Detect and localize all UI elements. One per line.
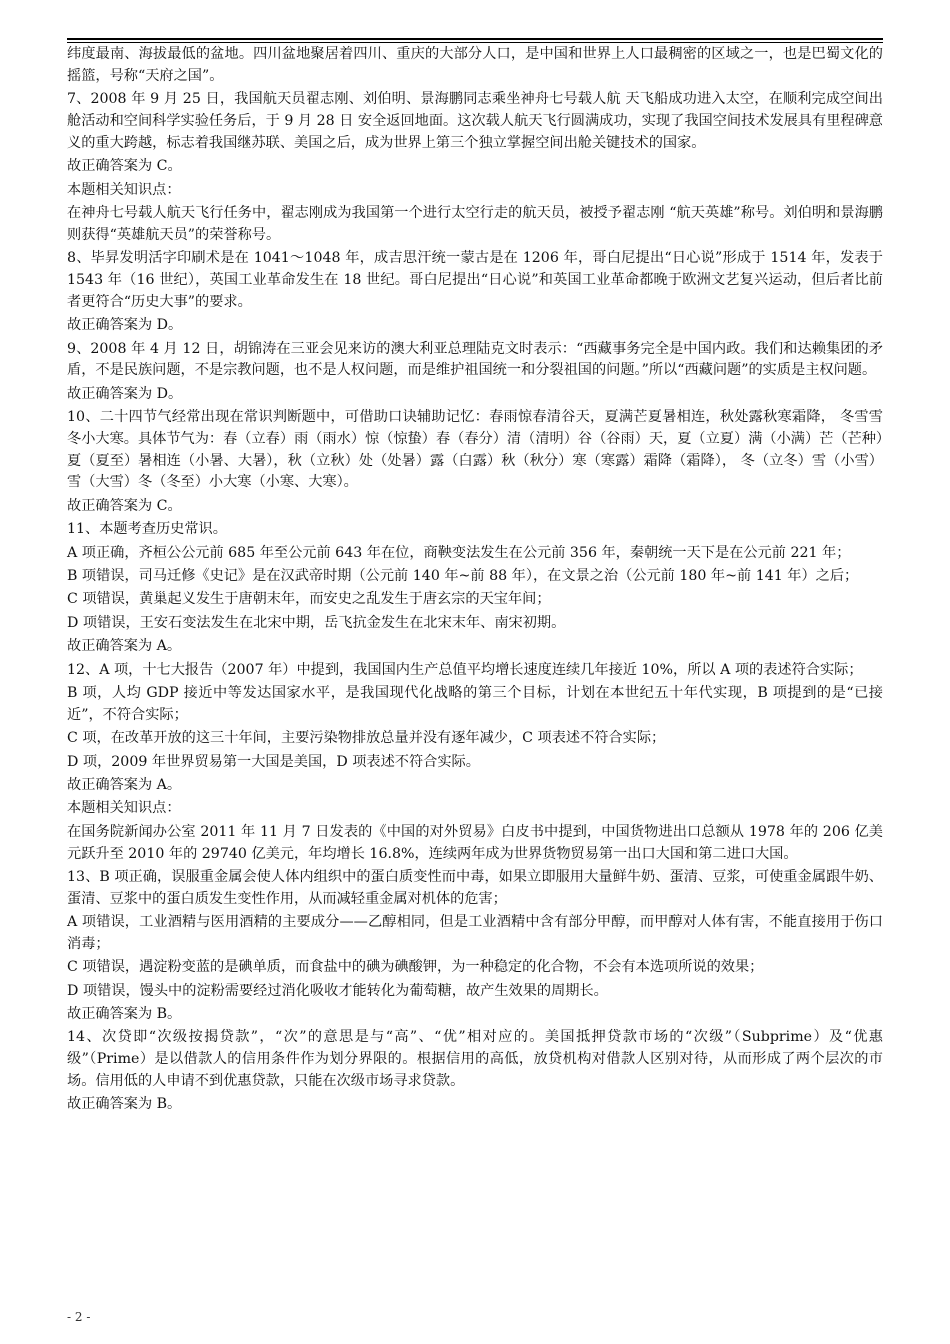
paragraph: C 项，在改革开放的这三十年间，主要污染物排放总量并没有逐年减少，C 项表述不符合实际； <box>67 730 666 747</box>
paragraph: 12、A 项，十七大报告（2007 年）中提到，我国国内生产总值平均增长速度连续几年接近 10%，所以 A 项的表述符合实际； <box>67 661 863 678</box>
paragraph: D 项，2009 年世界贸易第一大国是美国，D 项表述不符合实际。 <box>67 753 480 770</box>
knowledge-heading: 本题相关知识点： <box>67 181 181 198</box>
answer-line: 故正确答案为 A。 <box>67 776 182 793</box>
paragraph: C 项错误，遇淀粉变蓝的是碘单质，而食盐中的碘为碘酸钾，为一种稳定的化合物，不会有本选项所说的效果； <box>67 959 764 976</box>
header-rule <box>67 38 883 40</box>
paragraph: B 项错误，司马迁修《史记》是在汉武帝时期（公元前 140 年~前 88 年），在文景之治（公元前 180 年~前 141 年）之后； <box>67 568 859 585</box>
answer-line: 故正确答案为 D。 <box>67 317 183 334</box>
paragraph: 纬度最南、海拔最低的盆地。四川盆地聚居着四川、重庆的大部分人口，是中国和世界上人口最稠密的区域之一，也是巴蜀文化的摇篮，号称“天府之国”。 <box>67 46 883 84</box>
paragraph: 8、毕昇发明活字印刷术是在 1041～1048 年，成吉思汗统一蒙古是在 1206 年，哥白尼提出“日心说”形成于 1514 年，发表于 1543 年（16 世纪），英国工业革命发生在 18 世纪。哥白尼提出“日心说”和英国工业革命都晚于欧洲文艺复兴运动，但后者比前者更符合“历史大事”的要求。 <box>67 250 883 310</box>
answer-line: 故正确答案为 A。 <box>67 638 182 655</box>
answer-line: 故正确答案为 D。 <box>67 385 183 402</box>
paragraph: 在神舟七号载人航天飞行任务中，翟志刚成为我国第一个进行太空行走的航天员，被授予翟志刚 “航天英雄”称号。刘伯明和景海鹏则获得“英雄航天员”的荣誉称号。 <box>67 204 883 243</box>
paragraph: C 项错误，黄巢起义发生于唐朝末年，而安史之乱发生于唐玄宗的天宝年间； <box>67 591 551 608</box>
paragraph: A 项错误，工业酒精与医用酒精的主要成分——乙醇相同，但是工业酒精中含有部分甲醇，而甲醇对人体有害，不能直接用于伤口消毒； <box>67 914 883 952</box>
paragraph: 14、次贷即“次级按揭贷款”，“次”的意思是与“高”、“优”相对应的。美国抵押贷款市场的“次级”（Subprime）及“优惠级”（Prime）是以借款人的信用条件作为划分界限的。根据信用的高低，放贷机构对借款人区别对待，从而形成了两个层次的市场。信用低的人申请不到优惠贷款，只能在次级市场寻求贷款。 <box>67 1029 883 1090</box>
page-number: - 2 - <box>67 1310 91 1324</box>
paragraph: A 项正确，齐桓公公元前 685 年至公元前 643 年在位，商鞅变法发生在公元前 356 年，秦朝统一天下是在公元前 221 年； <box>67 544 851 561</box>
paragraph: 9、2008 年 4 月 12 日，胡锦涛在三亚会见来访的澳大利亚总理陆克文时表示：“西藏事务完全是中国内政。我们和达赖集团的矛盾，不是民族问题，不是宗教问题，也不是人权问题，而是维护祖国统一和分裂祖国的问题。”所以“西藏问题”的实质是主权问题。 <box>67 340 883 379</box>
paragraph: 7、2008 年 9 月 25 日，我国航天员翟志刚、刘伯明、景海鹏同志乘坐神舟七号载人航 天飞船成功进入太空，在顺利完成空间出舱活动和空间科学实验任务后，于 9 月 28 日 安全返回地面。这次载人航天飞行圆满成功，实现了我国空间技术发展具有里程碑意 义的重大跨越，标志着我国继苏联、美国之后，成为世界上第三个独立掌握空间出舱关键技术的国家。 <box>67 91 883 151</box>
paragraph: 10、二十四节气经常出现在常识判断题中，可借助口诀辅助记忆：春雨惊春清谷天，夏满芒夏暑相连，秋处露秋寒霜降， 冬雪雪冬小大寒。具体节气为：春（立春）雨（雨水）惊（惊蛰）春（春分）清（清明）谷（谷雨）天，夏（立夏）满（小满）芒（芒种）夏（夏至）暑相连（小暑、大暑），秋（立秋）处（处暑）露（白露）秋（秋分）寒（寒露）霜降（霜降）， 冬（立冬）雪（小雪）雪（大雪）冬（冬至）小大寒（小寒、大寒）。 <box>67 409 883 491</box>
paragraph: B 项，人均 GDP 接近中等发达国家水平，是我国现代化战略的第三个目标，计划在本世纪五十年代实现，B 项提到的是“已接近”，不符合实际； <box>67 685 883 723</box>
paragraph: 13、B 项正确，误服重金属会使人体内组织中的蛋白质变性而中毒，如果立即服用大量鲜牛奶、蛋清、豆浆，可使重金属跟牛奶、蛋清、豆浆中的蛋白质发生变性作用，从而减轻重金属对机体的危害； <box>67 868 883 907</box>
paragraph: 在国务院新闻办公室 2011 年 11 月 7 日发表的《中国的对外贸易》白皮书中提到，中国货物进出口总额从 1978 年的 206 亿美元跃升至 2010 年的 29740 亿美元，年均增长 16.8%，连续两年成为世界货物贸易第一出口大国和第二进口大国。 <box>67 823 883 862</box>
paragraph: D 项错误，馒头中的淀粉需要经过消化吸收才能转化为葡萄糖，故产生效果的周期长。 <box>67 982 608 999</box>
paragraph: 11、本题考查历史常识。 <box>67 521 227 538</box>
answer-line: 故正确答案为 B。 <box>67 1006 182 1023</box>
knowledge-heading: 本题相关知识点： <box>67 800 181 817</box>
document-body <box>67 44 883 1118</box>
answer-line: 故正确答案为 C。 <box>67 158 182 175</box>
answer-line: 故正确答案为 B。 <box>67 1096 182 1113</box>
paragraph: D 项错误，王安石变法发生在北宋中期，岳飞抗金发生在北宋末年、南宋初期。 <box>67 614 566 631</box>
answer-line: 故正确答案为 C。 <box>67 497 182 514</box>
